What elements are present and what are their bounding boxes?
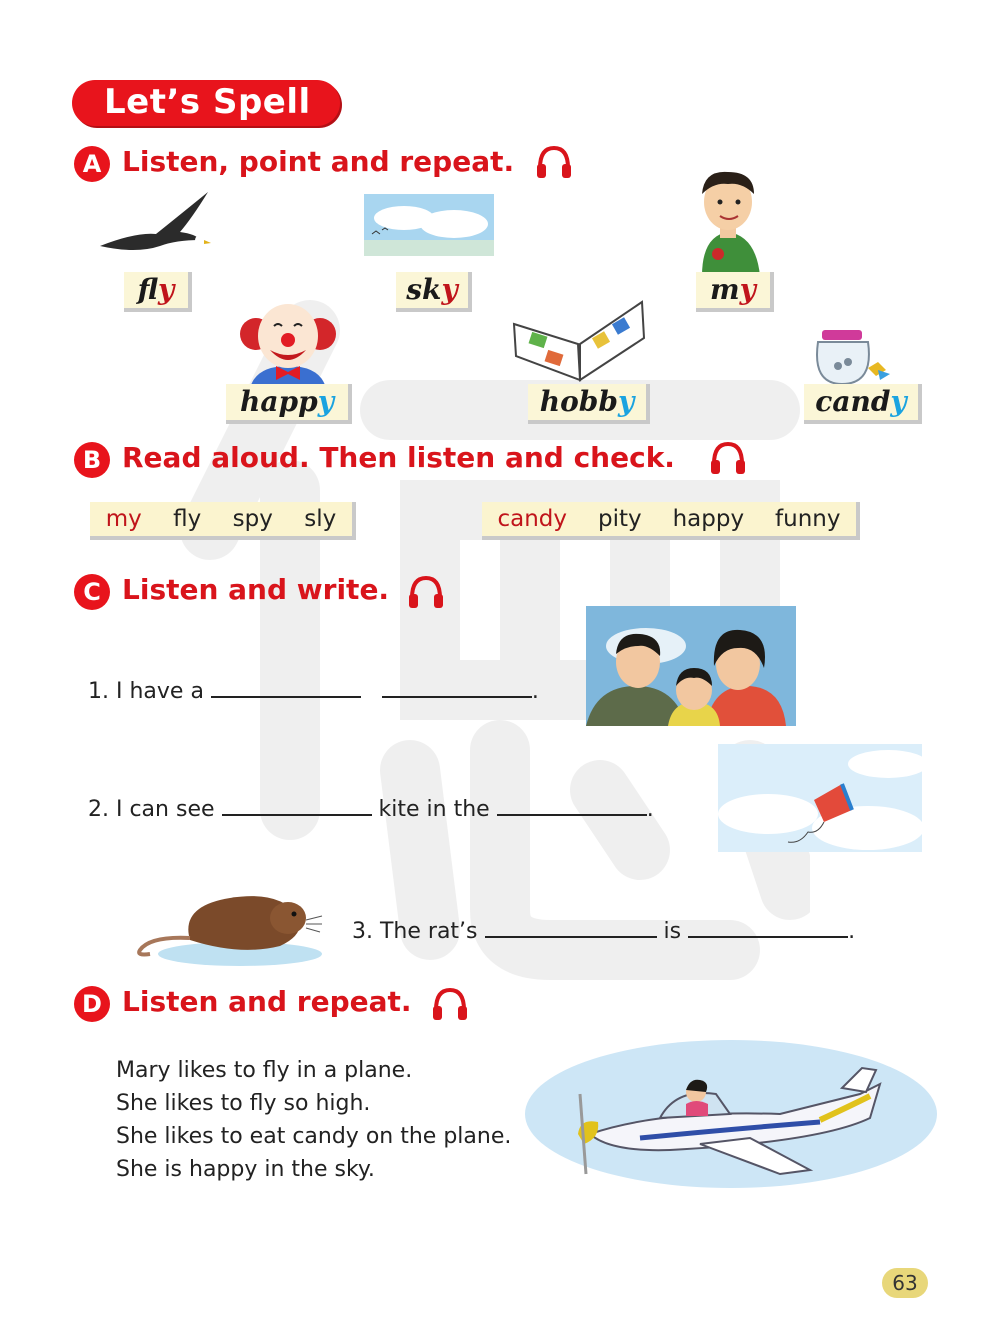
poem-line: She is happy in the sky. [116,1157,375,1182]
kite-illustration [718,744,922,852]
sentence-2: 2. I can see kite in the . [88,794,654,822]
answer-blank[interactable] [382,676,532,698]
section-c-title: Listen and write. [122,573,390,606]
page-title: Let’s Spell [104,82,311,122]
rat-illustration [130,876,326,968]
headphones-icon[interactable] [430,984,470,1024]
eagle-illustration [96,188,214,258]
word-fly: fly [124,272,192,312]
word-strip-1 [90,502,356,540]
section-b-title: Read aloud. Then listen and check. [122,441,675,474]
sky-illustration [364,194,494,256]
boy-illustration [680,164,776,276]
answer-blank[interactable] [211,676,361,698]
answer-blank[interactable] [485,916,657,938]
page-number: 63 [882,1268,928,1298]
book-illustration [510,294,648,382]
headphones-icon[interactable] [534,142,574,182]
strip-word: sly [304,506,337,532]
clown-illustration [236,300,340,388]
strip-word: pity [597,506,642,532]
poem-line: Mary likes to fly in a plane. [116,1058,413,1083]
answer-blank[interactable] [497,794,647,816]
section-a-title: Listen, point and repeat. [122,145,515,178]
answer-blank[interactable] [688,916,848,938]
poem-line: She likes to eat candy on the plane. [116,1124,512,1149]
headphones-icon[interactable] [406,572,446,612]
strip-word: happy [672,506,745,532]
rhyme-poem [116,1054,511,1186]
word-candy: candy [804,384,922,424]
poem-line: She likes to fly so high. [116,1091,371,1116]
strip-word: funny [775,506,841,532]
word-my: my [696,272,774,312]
strip-word: spy [232,506,273,532]
sentence-3: 3. The rat’s is . [352,916,855,944]
family-illustration [586,606,796,726]
strip-word: my [105,506,142,532]
section-c-letter: C [74,574,110,610]
sentence-1: 1. I have a . [88,676,539,704]
answer-blank[interactable] [222,794,372,816]
word-hobby: hobby [528,384,650,424]
candy-jar-illustration [812,330,898,384]
word-sky: sky [396,272,472,312]
section-a-letter: A [74,146,110,182]
section-d-letter: D [74,986,110,1022]
word-strip-2 [482,502,860,540]
word-happy: happy [226,384,352,424]
section-b-letter: B [74,442,110,478]
headphones-icon[interactable] [708,438,748,478]
strip-word: fly [173,506,202,532]
plane-illustration [520,1034,942,1194]
section-d-title: Listen and repeat. [122,985,412,1018]
strip-word: candy [497,506,568,532]
